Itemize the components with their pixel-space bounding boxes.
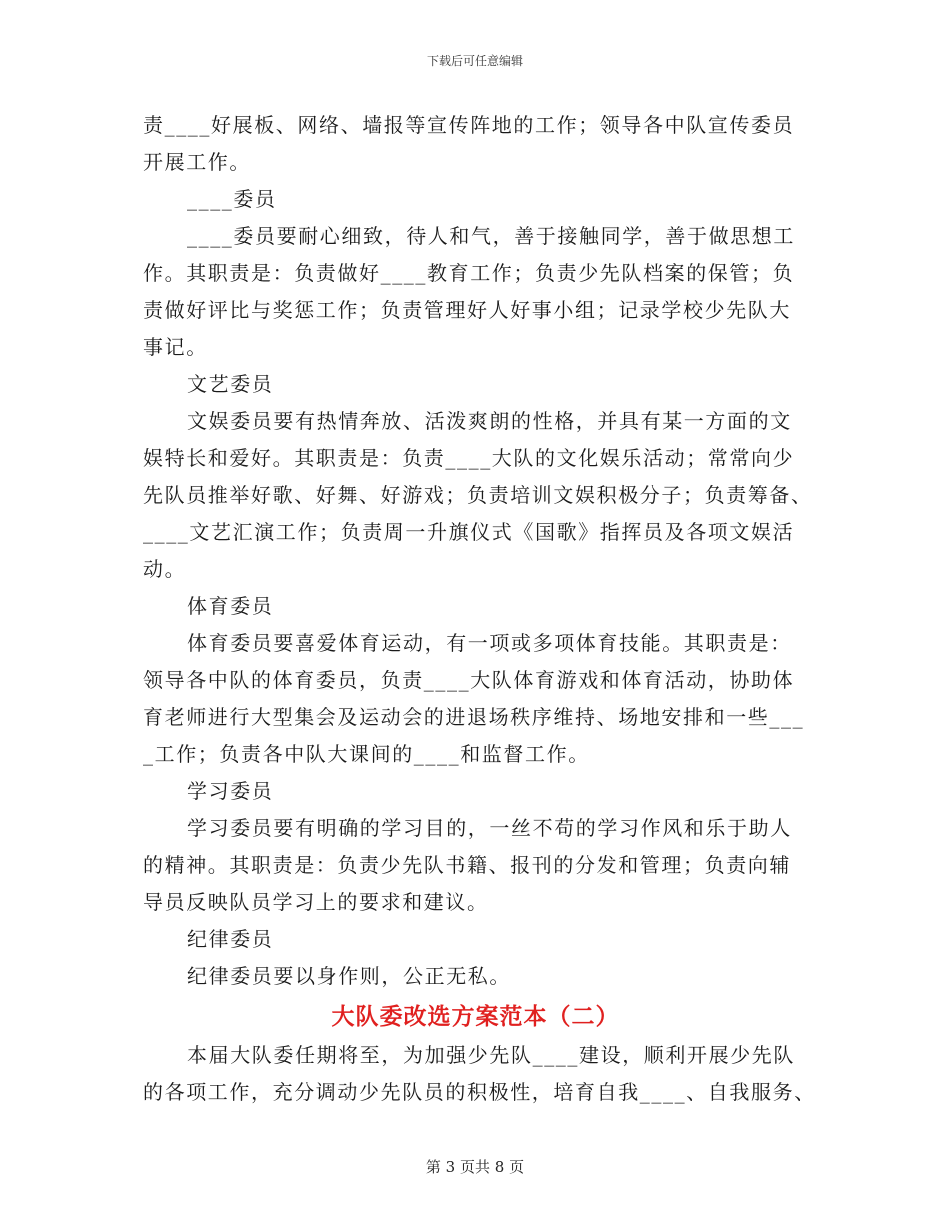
page-header: 下载后可任意编辑 [426,54,523,68]
text-line: _工作；负责各中队大课间的____和监督工作。 [143,742,590,766]
text-line: 责做好评比与奖惩工作；负责管理好人好事小组；记录学校少先队大 [143,298,791,322]
document-body [143,107,816,1111]
section-heading: 纪律委员 [187,927,274,951]
text-line: 导员反映队员学习上的要求和建议。 [143,890,489,914]
page-footer: 第 3 页共 8 页 [425,1158,525,1176]
text-line: ____文艺汇演工作；负责周一升旗仪式《国歌》指挥员及各项文娱活 [143,520,795,544]
text-line: 学习委员要有明确的学习目的，一丝不苟的学习作风和乐于助人 [187,816,792,840]
text-line: 本届大队委任期将至，为加强少先队____建设，顺利开展少先队 [187,1043,795,1067]
text-line: ____委员要耐心细致，待人和气，善于接触同学，善于做思想工 [187,224,795,248]
section-heading: 文艺委员 [187,372,274,396]
text-line: 责____好展板、网络、墙报等宣传阵地的工作；领导各中队宣传委员 [143,113,795,137]
text-line: 事记。 [143,335,208,359]
text-line: 纪律委员要以身作则，公正无私。 [187,964,511,988]
section-title: 大队委改选方案范本（二） [331,1004,620,1030]
text-line: 的各项工作，充分调动少先队员的积极性，培育自我____、自我服务、 [143,1080,816,1104]
text-line: 娱特长和爱好。其职责是：负责____大队的文化娱乐活动；常常向少 [143,446,795,470]
text-line: 体育委员要喜爱体育运动，有一项或多项体育技能。其职责是： [187,631,792,655]
text-line: 先队员推举好歌、好舞、好游戏；负责培训文娱积极分子；负责筹备、 [143,483,813,507]
text-line: 育老师进行大型集会及运动会的进退场秩序维持、场地安排和一些___ [143,705,805,729]
text-line: 动。 [143,557,187,581]
section-heading: 学习委员 [187,779,274,803]
text-line: 的精神。其职责是：负责少先队书籍、报刊的分发和管理；负责向辅 [143,853,791,877]
text-line: 开展工作。 [143,150,251,174]
text-line: 作。其职责是：负责做好____教育工作；负责少先队档案的保管；负 [143,261,795,285]
text-line: 文娱委员要有热情奔放、活泼爽朗的性格，并具有某一方面的文 [187,409,792,433]
section-heading: 体育委员 [187,594,274,618]
text-line: 领导各中队的体育委员，负责____大队体育游戏和体育活动，协助体 [143,668,795,692]
section-heading: ____委员 [187,187,277,211]
